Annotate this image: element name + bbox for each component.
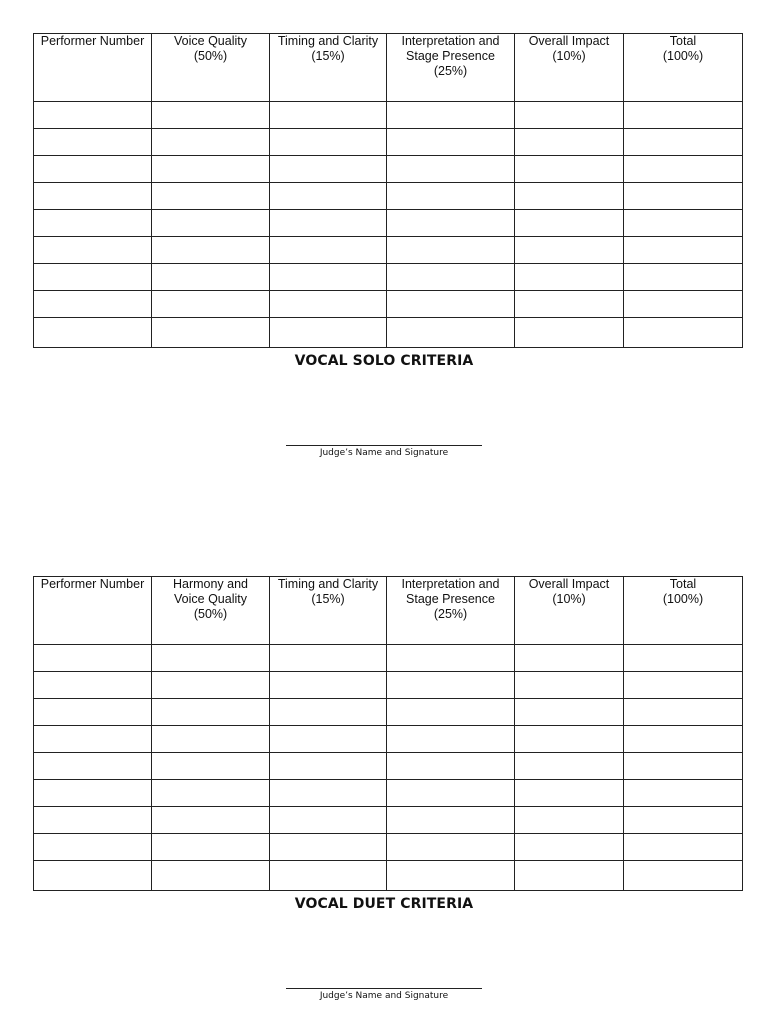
table-row: [34, 183, 743, 210]
table-cell: [624, 237, 743, 264]
table-cell: [387, 699, 515, 726]
table-row: [34, 237, 743, 264]
table-cell: [34, 156, 152, 183]
table-cell: [152, 102, 270, 129]
vocal-duet-signature-line: [286, 988, 482, 989]
table-cell: [515, 834, 624, 861]
table-cell: [387, 183, 515, 210]
table-cell: [515, 264, 624, 291]
table-cell: [270, 861, 387, 891]
table-cell: [624, 780, 743, 807]
table-cell: [515, 129, 624, 156]
table-cell: [34, 726, 152, 753]
vocal-duet-title: VOCAL DUET CRITERIA: [294, 896, 474, 912]
vocal-solo-score-table: [33, 33, 743, 348]
table-cell: [624, 183, 743, 210]
table-row: [34, 129, 743, 156]
table-cell: [270, 645, 387, 672]
table-cell: [270, 699, 387, 726]
table-row: [34, 780, 743, 807]
table-cell: [387, 318, 515, 348]
table-cell: [515, 291, 624, 318]
header-performer-number: Performer Number: [34, 577, 152, 645]
table-cell: [515, 807, 624, 834]
table-cell: [270, 780, 387, 807]
table-cell: [152, 645, 270, 672]
table-row: [34, 318, 743, 348]
header-total: Total (100%): [624, 577, 743, 645]
table-cell: [270, 291, 387, 318]
header-total: Total (100%): [624, 34, 743, 102]
table-cell: [270, 753, 387, 780]
table-cell: [387, 129, 515, 156]
table-row: [34, 699, 743, 726]
table-cell: [515, 726, 624, 753]
table-cell: [270, 237, 387, 264]
table-cell: [387, 807, 515, 834]
table-row: [34, 753, 743, 780]
table-cell: [387, 156, 515, 183]
header-interpretation: Interpretation and Stage Presence (25%): [387, 34, 515, 102]
table-cell: [515, 183, 624, 210]
table-cell: [387, 834, 515, 861]
table-cell: [34, 318, 152, 348]
table-cell: [270, 807, 387, 834]
table-cell: [387, 264, 515, 291]
header-interpretation: Interpretation and Stage Presence (25%): [387, 577, 515, 645]
table-cell: [34, 237, 152, 264]
table-cell: [515, 318, 624, 348]
table-cell: [34, 291, 152, 318]
table-row: [34, 726, 743, 753]
table-cell: [152, 672, 270, 699]
table-cell: [624, 210, 743, 237]
table-cell: [624, 699, 743, 726]
table-row: [34, 807, 743, 834]
table-cell: [387, 645, 515, 672]
table-cell: [515, 861, 624, 891]
table-cell: [34, 807, 152, 834]
table-cell: [624, 672, 743, 699]
table-row: [34, 672, 743, 699]
table-cell: [515, 156, 624, 183]
table-cell: [152, 807, 270, 834]
table-cell: [387, 291, 515, 318]
table-cell: [152, 861, 270, 891]
table-row: [34, 156, 743, 183]
table-cell: [387, 672, 515, 699]
header-performer-number: Performer Number: [34, 34, 152, 102]
table-row: [34, 264, 743, 291]
table-cell: [515, 753, 624, 780]
table-cell: [152, 264, 270, 291]
table-cell: [515, 699, 624, 726]
table-cell: [152, 726, 270, 753]
header-timing-clarity: Timing and Clarity (15%): [270, 34, 387, 102]
table-cell: [387, 726, 515, 753]
table-cell: [34, 264, 152, 291]
table-cell: [387, 861, 515, 891]
table-cell: [34, 102, 152, 129]
table-cell: [515, 210, 624, 237]
vocal-solo-title: VOCAL SOLO CRITERIA: [294, 353, 474, 369]
table-cell: [624, 318, 743, 348]
table-cell: [152, 237, 270, 264]
table-header-row: [34, 34, 743, 102]
table-row: [34, 291, 743, 318]
table-cell: [515, 102, 624, 129]
table-cell: [270, 318, 387, 348]
table-row: [34, 645, 743, 672]
table-cell: [515, 645, 624, 672]
table-cell: [270, 210, 387, 237]
table-cell: [387, 780, 515, 807]
header-voice-quality: Voice Quality (50%): [152, 34, 270, 102]
vocal-duet-signature-label: Judge’s Name and Signature: [319, 991, 449, 1001]
table-cell: [270, 726, 387, 753]
table-cell: [34, 861, 152, 891]
table-cell: [34, 780, 152, 807]
table-cell: [34, 210, 152, 237]
header-overall-impact: Overall Impact (10%): [515, 34, 624, 102]
header-harmony-voice-quality: Harmony and Voice Quality (50%): [152, 577, 270, 645]
table-cell: [387, 753, 515, 780]
table-cell: [152, 834, 270, 861]
table-cell: [152, 183, 270, 210]
table-cell: [515, 672, 624, 699]
table-cell: [34, 834, 152, 861]
table-cell: [624, 834, 743, 861]
vocal-solo-signature-label: Judge’s Name and Signature: [319, 448, 449, 458]
table-cell: [152, 753, 270, 780]
vocal-duet-score-table: [33, 576, 743, 891]
table-cell: [34, 129, 152, 156]
table-cell: [270, 102, 387, 129]
table-cell: [270, 129, 387, 156]
table-row: [34, 861, 743, 891]
table-cell: [515, 237, 624, 264]
header-overall-impact: Overall Impact (10%): [515, 577, 624, 645]
table-cell: [152, 129, 270, 156]
table-cell: [270, 672, 387, 699]
table-cell: [152, 291, 270, 318]
table-cell: [152, 318, 270, 348]
table-cell: [387, 210, 515, 237]
header-timing-clarity: Timing and Clarity (15%): [270, 577, 387, 645]
table-cell: [624, 861, 743, 891]
table-cell: [270, 834, 387, 861]
table-cell: [624, 264, 743, 291]
table-row: [34, 834, 743, 861]
table-cell: [34, 699, 152, 726]
table-row: [34, 210, 743, 237]
table-cell: [34, 645, 152, 672]
table-cell: [270, 183, 387, 210]
table-cell: [515, 780, 624, 807]
table-header-row: [34, 577, 743, 645]
table-cell: [387, 102, 515, 129]
table-cell: [624, 156, 743, 183]
table-cell: [624, 645, 743, 672]
table-cell: [270, 156, 387, 183]
table-cell: [270, 264, 387, 291]
table-cell: [624, 726, 743, 753]
table-cell: [624, 753, 743, 780]
table-cell: [152, 699, 270, 726]
table-cell: [152, 210, 270, 237]
table-cell: [34, 672, 152, 699]
table-cell: [34, 753, 152, 780]
table-cell: [624, 102, 743, 129]
vocal-solo-signature-line: [286, 445, 482, 446]
table-row: [34, 102, 743, 129]
table-cell: [34, 183, 152, 210]
table-cell: [387, 237, 515, 264]
table-cell: [624, 129, 743, 156]
table-cell: [152, 780, 270, 807]
table-cell: [624, 807, 743, 834]
table-cell: [152, 156, 270, 183]
table-cell: [624, 291, 743, 318]
